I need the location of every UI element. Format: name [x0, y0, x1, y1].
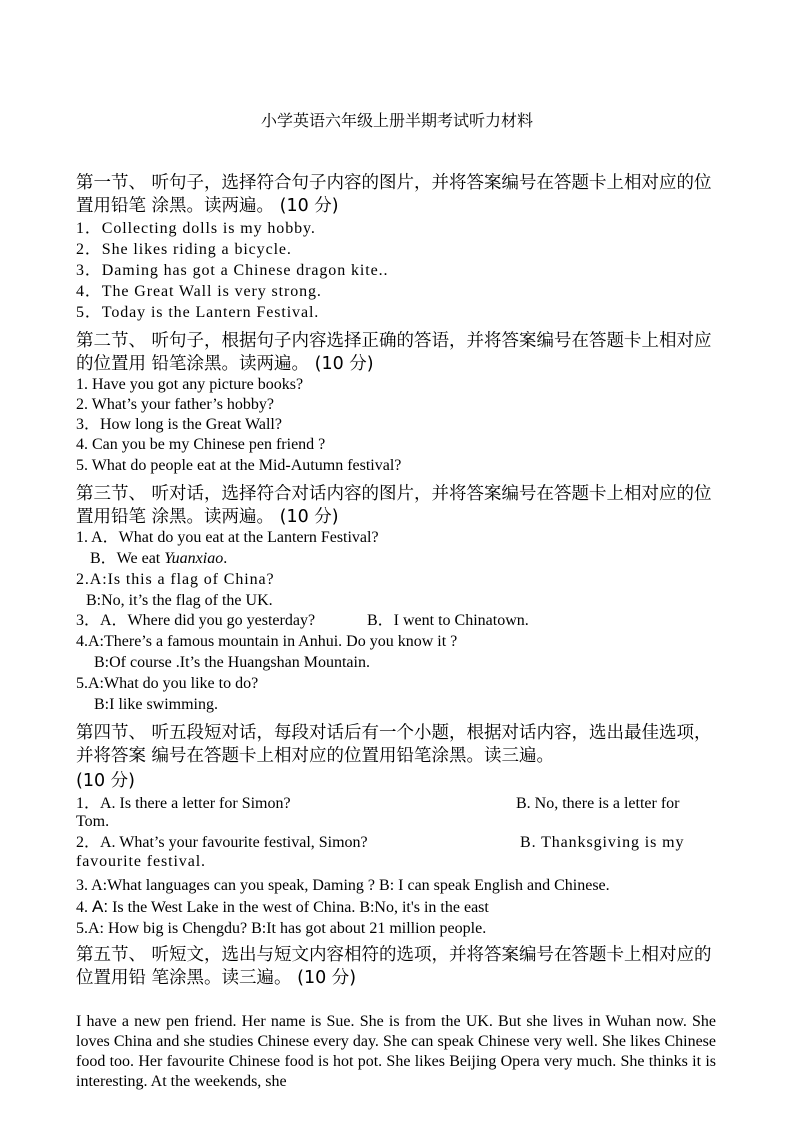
s3-dialog-5b: B:I like swimming. — [94, 696, 218, 713]
s4-q3: 3. A:What languages can you speak, Daming ? B: I can speak English and Chinese. — [76, 877, 610, 894]
s4-q4: 4. A: Is the West Lake in the west of China. B:No, it's in the east — [76, 897, 489, 916]
s5-passage: I have a new pen friend. Her name is Sue. She is from the UK. But she lives in Wuhan now. She loves China and she studies Chinese every day. She can speak Chinese very well. She likes Chinese food too. Her favourite Chinese food is hot pot. She likes Beijing Opera very much. She thinks it is interesting. At the weekends, she — [76, 1013, 716, 1090]
s3-dialog-4b: B:Of course .It’s the Huangshan Mountain. — [94, 654, 370, 671]
section-4-heading: 第四节、 听五段短对话，每段对话后有一个小题，根据对话内容，选出最佳选项，并将答案 编号在答题卡上相对应的位置用铅笔涂黑。读三遍。 — [76, 723, 712, 766]
section-5-heading: 第五节、 听短文，选出与短文内容相符的选项，并将答案编号在答题卡上相对应的位置用铅 笔涂黑。读三遍。 (10 分) — [76, 945, 712, 988]
s2-item-1: 1. Have you got any picture books? — [76, 376, 304, 393]
s4-q1-c: Tom. — [76, 813, 110, 830]
s2-item-3: 3．How long is the Great Wall? — [76, 416, 282, 433]
s4-q2-b: B. Thanksgiving is my — [520, 834, 685, 851]
s1-item-5: 5．Today is the Lantern Festival. — [76, 304, 320, 321]
s4-q5: 5.A: How big is Chengdu? B:It has got about 21 million people. — [76, 920, 487, 937]
s3-dialog-3b: B．I went to Chinatown. — [367, 612, 529, 629]
s3-dialog-1a: 1. A．What do you eat at the Lantern Festival? — [76, 529, 379, 546]
section-2-heading: 第二节、 听句子，根据句子内容选择正确的答语，并将答案编号在答题卡上相对应的位置用 铅笔涂黑。读两遍。 (10 分) — [76, 331, 712, 374]
s2-item-5: 5. What do people eat at the Mid-Autumn festival? — [76, 457, 402, 474]
s3-dialog-4a: 4.A:There’s a famous mountain in Anhui. Do you know it ? — [76, 633, 458, 650]
s3-dialog-5a: 5.A:What do you like to do? — [76, 675, 259, 692]
s3-dialog-2a: 2.A:Is this a flag of China? — [76, 571, 275, 588]
s4-q2-a: 2．A. What’s your favourite festival, Simon? — [76, 834, 368, 851]
s3-dialog-1b: B．We eat Yuanxiao. — [90, 550, 228, 567]
s3-dialog-2b: B:No, it’s the flag of the UK. — [86, 592, 273, 609]
s3-dialog-3a: 3．A．Where did you go yesterday? — [76, 612, 316, 629]
page-title: 小学英语六年级上册半期考试听力材料 — [260, 111, 533, 130]
s2-item-2: 2. What’s your father’s hobby? — [76, 396, 275, 413]
section-1-heading: 第一节、 听句子，选择符合句子内容的图片，并将答案编号在答题卡上相对应的位置用铅笔 涂黑。读两遍。 (10 分) — [76, 173, 712, 216]
s1-item-2: 2．She likes riding a bicycle. — [76, 241, 292, 258]
s4-q2-c: favourite festival. — [76, 853, 206, 870]
s4-q1-b: B. No, there is a letter for — [516, 795, 680, 812]
s1-item-1: 1．Collecting dolls is my hobby. — [76, 220, 316, 237]
s4-q1-a: 1．A. Is there a letter for Simon? — [76, 795, 291, 812]
section-3-heading: 第三节、 听对话，选择符合对话内容的图片，并将答案编号在答题卡上相对应的位置用铅笔 涂黑。读两遍。 (10 分) — [76, 484, 712, 527]
s1-item-3: 3．Daming has got a Chinese dragon kite.. — [76, 262, 389, 279]
s1-item-4: 4．The Great Wall is very strong. — [76, 283, 322, 300]
s2-item-4: 4. Can you be my Chinese pen friend ? — [76, 436, 326, 453]
section-4-score: (10 分) — [76, 771, 135, 791]
